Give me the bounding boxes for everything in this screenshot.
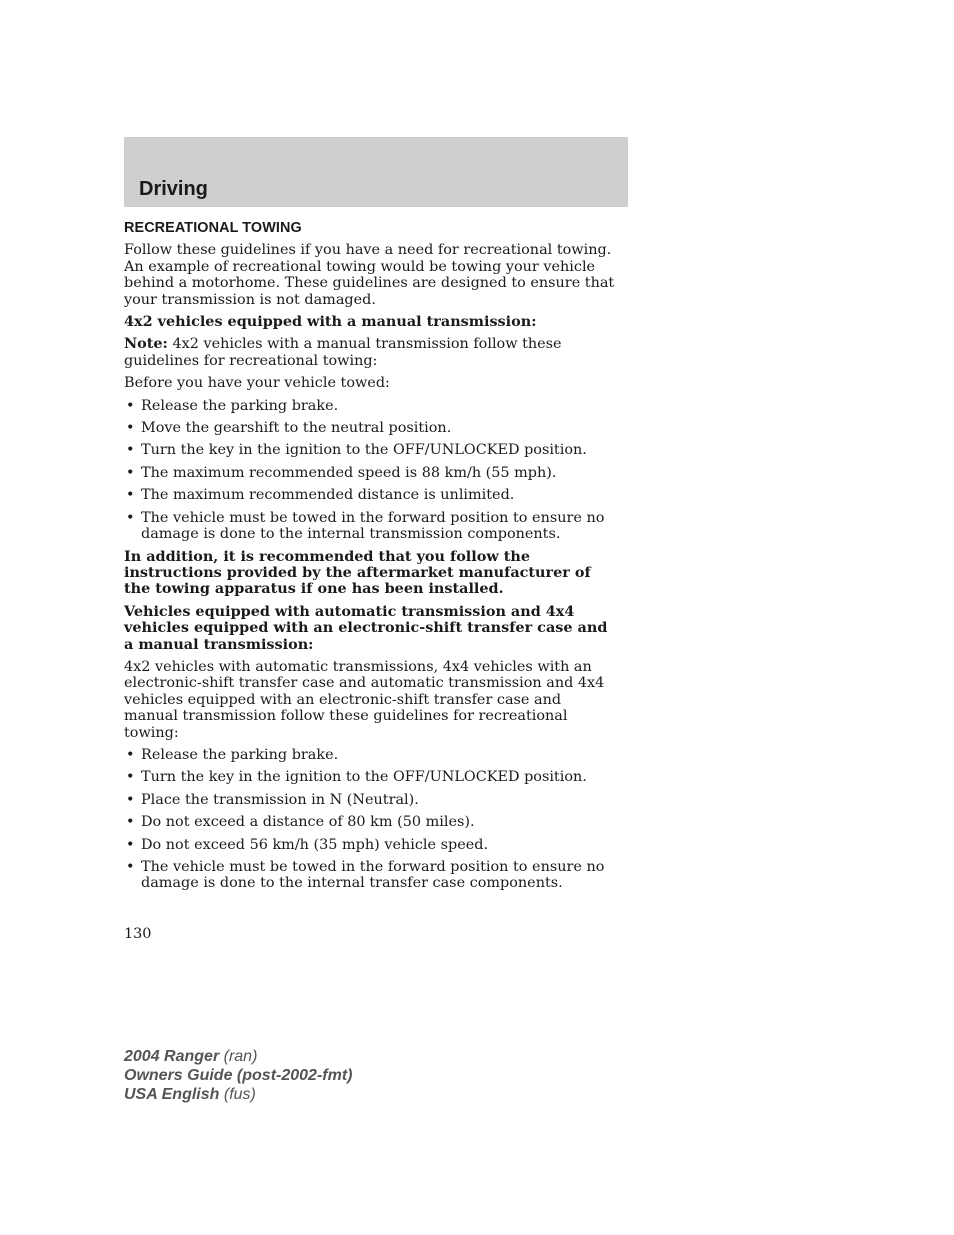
list-item: • Move the gearshift to the neutral position. xyxy=(124,420,616,436)
chapter-title: Driving xyxy=(139,178,208,200)
note-text: 4x2 vehicles with a manual transmission follow these guidelines for recreational towing: xyxy=(124,336,562,369)
section-heading: RECREATIONAL TOWING xyxy=(124,220,302,236)
footer-line-guide: Owners Guide (post-2002-fmt) xyxy=(124,1067,353,1084)
note-label: Note: xyxy=(124,335,168,353)
automatic-transmission-bullet-list xyxy=(124,747,616,892)
subheading-manual-transmission: 4x2 vehicles equipped with a manual transmission: xyxy=(124,313,537,331)
list-item: • Turn the key in the ignition to the OFF/UNLOCKED position. xyxy=(124,442,616,458)
list-item: • Do not exceed a distance of 80 km (50 miles). xyxy=(124,814,616,830)
aftermarket-instructions-note: In addition, it is recommended that you follow the instructions provided by the aftermarket manufacturer of the towing apparatus if one has been installed. xyxy=(124,547,591,598)
footer-line-language: USA English (fus) xyxy=(124,1086,256,1103)
list-item: • The maximum recommended speed is 88 km/h (55 mph). xyxy=(124,465,616,481)
list-item: • Release the parking brake. xyxy=(124,747,616,763)
list-item: • Turn the key in the ignition to the OFF/UNLOCKED position. xyxy=(124,769,616,785)
list-item: • The vehicle must be towed in the forward position to ensure no damage is done to the internal transfer case components. xyxy=(124,859,616,892)
page-number: 130 xyxy=(124,926,152,942)
note-paragraph xyxy=(124,336,616,369)
automatic-transmission-paragraph: 4x2 vehicles with automatic transmissions, 4x4 vehicles with an electronic-shift transfer case and automatic transmission and 4x4 vehicles equipped with an electronic-shift transfer case and manual transmission follow these guidelines for recreational towing: xyxy=(124,658,605,741)
intro-paragraph: Follow these guidelines if you have a need for recreational towing. An example of recreational towing would be towing your vehicle behind a motorhome. These guidelines are designed to ensure that your transmission is not damaged. xyxy=(124,242,615,308)
page-content xyxy=(124,220,616,898)
footer-line-model: 2004 Ranger (ran) xyxy=(124,1048,258,1065)
section-header-band xyxy=(124,137,628,207)
list-item: • The vehicle must be towed in the forward position to ensure no damage is done to the internal transmission components. xyxy=(124,510,616,543)
before-towed-text: Before you have your vehicle towed: xyxy=(124,375,390,392)
list-item: • Release the parking brake. xyxy=(124,398,616,414)
list-item: • Place the transmission in N (Neutral). xyxy=(124,792,616,808)
document-footer xyxy=(124,1047,352,1104)
list-item: • Do not exceed 56 km/h (35 mph) vehicle speed. xyxy=(124,837,616,853)
manual-transmission-bullet-list xyxy=(124,398,616,543)
subheading-automatic-transmission: Vehicles equipped with automatic transmission and 4x4 vehicles equipped with an electronic-shift transfer case and a manual transmission: xyxy=(124,602,608,653)
list-item: • The maximum recommended distance is unlimited. xyxy=(124,487,616,503)
